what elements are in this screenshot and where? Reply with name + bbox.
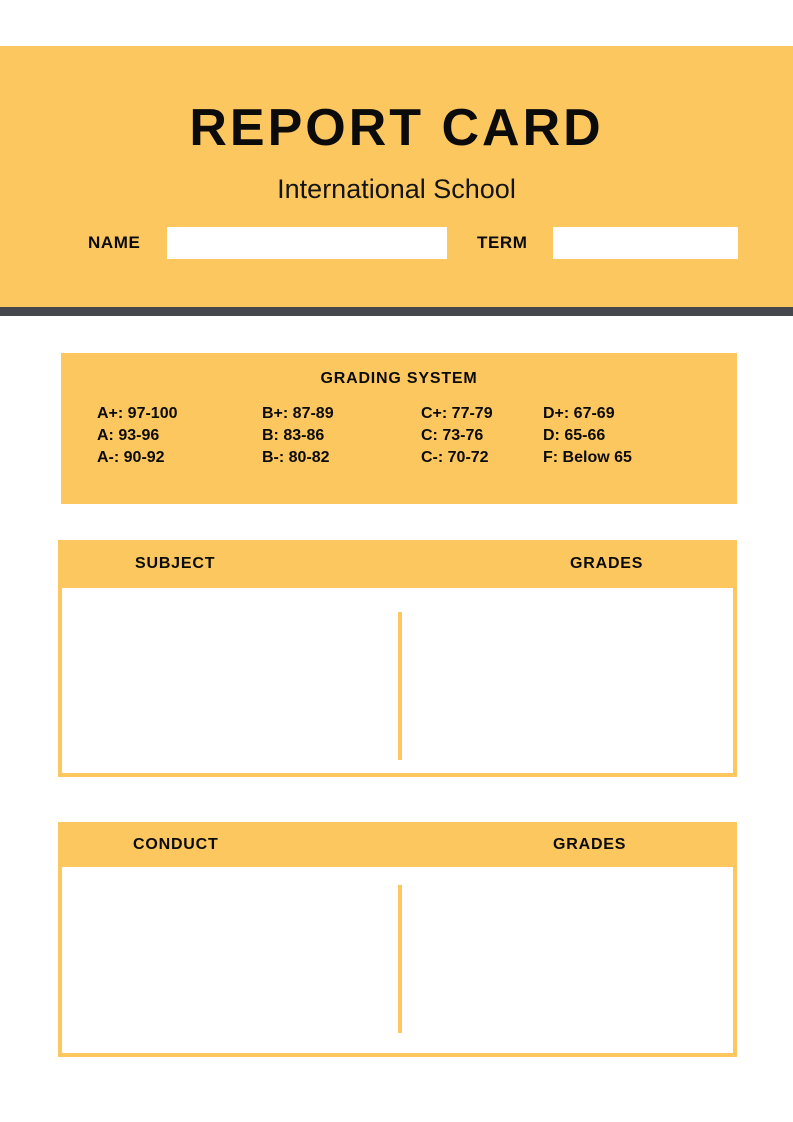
grading-cell: D: 65-66 bbox=[543, 427, 606, 444]
header-divider-bar bbox=[0, 307, 793, 316]
grades-column-header: GRADES bbox=[553, 835, 627, 853]
page-title: REPORT CARD bbox=[189, 99, 604, 157]
grading-cell: B: 83-86 bbox=[262, 427, 325, 444]
grading-cell: B-: 80-82 bbox=[262, 449, 330, 466]
grading-system-box bbox=[61, 353, 737, 504]
grading-system-title: GRADING SYSTEM bbox=[320, 370, 478, 387]
subject-column-header: SUBJECT bbox=[135, 555, 216, 572]
grades-column-header: GRADES bbox=[570, 555, 644, 572]
name-label: NAME bbox=[88, 233, 141, 252]
conduct-column-header: CONDUCT bbox=[133, 835, 219, 853]
term-input[interactable] bbox=[553, 227, 738, 259]
grading-cell: C: 73-76 bbox=[421, 427, 484, 444]
conduct-table-column-divider bbox=[398, 885, 402, 1033]
school-subtitle: International School bbox=[277, 174, 516, 204]
conduct-table-body bbox=[58, 867, 737, 1057]
subject-table bbox=[58, 540, 737, 777]
term-label: TERM bbox=[477, 233, 528, 252]
grading-column-b bbox=[262, 403, 334, 469]
header-band bbox=[0, 46, 793, 307]
grading-column-c bbox=[421, 403, 493, 469]
grading-cell: A: 93-96 bbox=[97, 427, 160, 444]
grading-cell: C+: 77-79 bbox=[421, 405, 493, 422]
grading-cell: F: Below 65 bbox=[543, 449, 632, 466]
grading-cell: B+: 87-89 bbox=[262, 405, 334, 422]
name-input[interactable] bbox=[167, 227, 447, 259]
grading-cell: A+: 97-100 bbox=[97, 405, 178, 422]
subject-table-body bbox=[58, 588, 737, 777]
conduct-table bbox=[58, 822, 737, 1057]
conduct-table-header bbox=[58, 822, 737, 867]
grading-column-d bbox=[543, 403, 632, 469]
subject-table-header bbox=[58, 540, 737, 588]
grading-cell: C-: 70-72 bbox=[421, 449, 489, 466]
grading-cell: A-: 90-92 bbox=[97, 449, 165, 466]
subject-table-column-divider bbox=[398, 612, 402, 760]
grading-column-a bbox=[97, 403, 178, 469]
grading-cell: D+: 67-69 bbox=[543, 405, 615, 422]
